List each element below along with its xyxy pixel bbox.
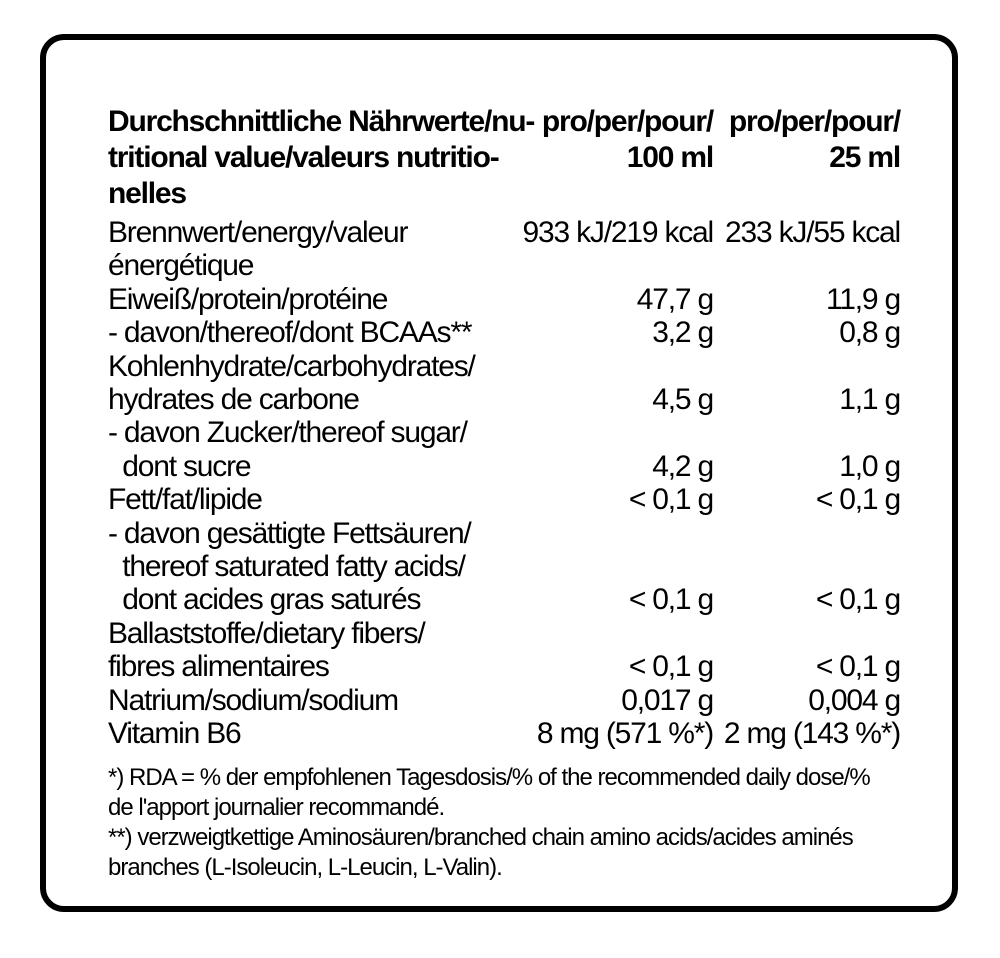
value-per-100ml: 4,5 g (652, 383, 713, 417)
nutrient-label (108, 216, 503, 283)
nutrition-table (108, 104, 900, 883)
nutrient-row (108, 717, 900, 750)
value-per-25ml: 233 kJ/55 kcal (725, 216, 900, 249)
value-per-25ml: 0,8 g (839, 316, 900, 350)
nutrient-label (108, 684, 503, 717)
text-line: énergétique (108, 249, 254, 283)
value-per-100ml: 4,2 g (652, 449, 713, 483)
value-per-25ml: < 0,1 g (815, 583, 900, 617)
text-line: 25 ml (829, 141, 900, 174)
nutrient-row (108, 350, 900, 417)
value-per-100ml: 933 kJ/219 kcal (522, 216, 713, 249)
text-line: pro/per/pour/ (728, 105, 900, 138)
text-line: tritional value/valeurs nutritio- (108, 141, 499, 174)
text-line: Fett/fat/lipide (108, 483, 262, 517)
nutrient-label (108, 350, 503, 417)
text-line: 100 ml (626, 141, 713, 174)
table-title (108, 104, 535, 212)
text-line: **) verzweigtkettige Aminosäuren/branched chain amino acids/acides aminés (108, 823, 853, 851)
text-line: Brennwert/energy/valeur (108, 216, 408, 249)
text-line: dont sucre (108, 449, 251, 483)
nutrition-label-panel (40, 34, 958, 912)
nutrient-row (108, 517, 900, 617)
column-header-100ml (503, 104, 713, 212)
value-per-100ml: 3,2 g (652, 316, 713, 350)
text-line: branches (L-Isoleucin, L-Leucin, L-Valin). (108, 853, 502, 881)
text-line: *) RDA = % der empfohlenen Tagesdosis/% of the recommended daily dose/% (108, 763, 870, 791)
text-line: - davon/thereof/dont BCAAs** (108, 316, 472, 350)
footnote (108, 823, 900, 883)
text-line: Kohlenhydrate/carbohydrates/ (108, 349, 475, 383)
nutrient-label (108, 283, 503, 316)
value-per-100ml: < 0,1 g (628, 650, 713, 684)
value-per-100ml: < 0,1 g (628, 583, 713, 617)
text-line: Vitamin B6 (108, 717, 241, 751)
nutrient-row (108, 316, 900, 349)
value-per-25ml: 1,0 g (839, 449, 900, 483)
text-line: dont acides gras saturés (108, 583, 421, 617)
nutrient-rows (108, 216, 900, 751)
text-line: de l'apport journalier recommandé. (108, 793, 445, 821)
text-line: nelles (108, 177, 186, 210)
value-per-100ml: < 0,1 g (628, 483, 713, 517)
text-line: - davon gesättigte Fettsäuren/ (108, 516, 471, 550)
value-per-25ml: < 0,1 g (815, 650, 900, 684)
text-line: - davon Zucker/thereof sugar/ (108, 416, 467, 450)
nutrient-row (108, 617, 900, 684)
value-per-25ml: 2 mg (143 %*) (723, 717, 900, 751)
table-header-row (108, 104, 900, 212)
value-per-25ml: 11,9 g (826, 282, 900, 316)
nutrient-label (108, 316, 503, 349)
value-per-25ml: 1,1 g (839, 383, 900, 417)
text-line: thereof saturated fatty acids/ (108, 550, 465, 584)
value-per-25ml: 0,004 g (808, 683, 900, 717)
text-line: Ballaststoffe/dietary fibers/ (108, 616, 425, 650)
text-line: Natrium/sodium/sodium (108, 683, 398, 717)
value-per-100ml: 8 mg (571 %*) (536, 717, 713, 751)
footnote (108, 763, 900, 823)
nutrient-label (108, 717, 503, 750)
nutrient-row (108, 416, 900, 483)
nutrient-row (108, 483, 900, 516)
nutrient-row (108, 283, 900, 316)
nutrient-label (108, 617, 503, 684)
text-line: hydrates de carbone (108, 383, 359, 417)
value-per-100ml: 47,7 g (636, 282, 713, 316)
text-line: fibres alimentaires (108, 650, 329, 684)
text-line: pro/per/pour/ (541, 105, 713, 138)
nutrient-label (108, 483, 503, 516)
value-per-100ml: 0,017 g (621, 683, 713, 717)
nutrient-label (108, 416, 503, 483)
value-per-25ml: < 0,1 g (815, 483, 900, 517)
nutrient-row (108, 216, 900, 283)
footnotes (108, 763, 900, 883)
nutrient-row (108, 684, 900, 717)
text-line: Eiweiß/protein/protéine (108, 282, 388, 316)
column-header-25ml (713, 104, 900, 212)
nutrient-label (108, 517, 503, 617)
text-line: Durchschnittliche Nährwerte/nu- (108, 105, 535, 138)
